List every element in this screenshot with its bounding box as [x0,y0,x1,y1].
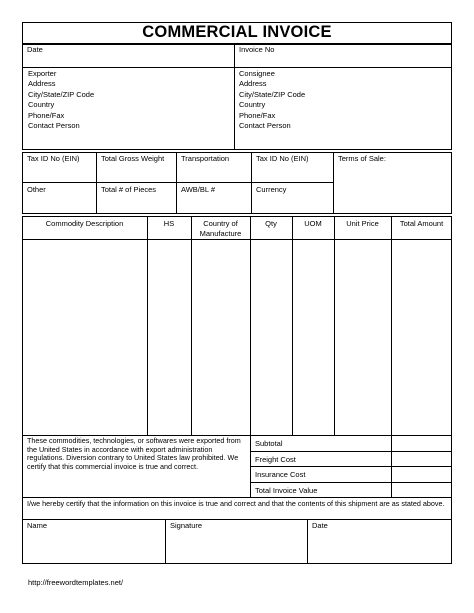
insurance-cost-value-cell[interactable] [391,466,452,483]
consignee-line: City/State/ZIP Code [239,89,306,99]
tax-id-label-2: Tax ID No (EIN) [256,154,309,163]
currency-label: Currency [256,185,287,194]
terms-of-sale-label: Terms of Sale: [338,154,386,163]
consignee-line: Country [239,100,266,110]
consignee-line: Address [239,79,267,89]
total-invoice-value-label: Total Invoice Value [255,486,318,495]
header-hs: HS [163,219,175,228]
subtotal-label: Subtotal [255,439,283,448]
column-divider [334,216,335,436]
transportation-label: Transportation [181,154,230,163]
commodity-table [22,216,452,436]
header-commodity: Commodity Description [45,219,124,228]
footer-url[interactable]: http://freewordtemplates.net/ [28,578,124,587]
consignee-block [239,69,305,131]
table-header-divider [22,239,452,240]
header-uom: UOM [304,219,322,228]
header-country-line2: Manufacture [199,229,242,238]
exporter-line: Address [28,79,56,89]
header-qty: Qty [265,219,277,228]
consignee-line: Consignee [239,69,275,78]
tax-id-label-1: Tax ID No (EIN) [27,154,80,163]
consignee-line: Phone/Fax [239,110,276,120]
export-statement: These commodities, technologies, or softwares were exported from the United States in accordance with export administration regulations. Diversion contrary to United States law prohibited. We certify that this commercial invoice is true and correct. [27,436,241,471]
signature-label: Signature [170,521,203,530]
freight-cost-label: Freight Cost [255,455,296,464]
certification-text: I/we hereby certify that the information on this invoice is true and correct and that the contents of this shipment are as stated above. [27,499,445,508]
total-pieces-label: Total # of Pieces [101,185,157,194]
invoice-no-label: Invoice No [239,45,275,54]
exporter-line: City/State/ZIP Code [28,89,95,99]
exporter-line: Exporter [28,69,57,78]
subtotal-value-cell[interactable] [391,435,452,452]
date-sign-cell[interactable] [307,519,452,564]
column-divider [147,216,148,436]
date-cell[interactable] [22,44,235,68]
awb-bl-label: AWB/BL # [181,185,216,194]
column-divider [250,216,251,436]
column-divider [391,216,392,436]
header-total-amount: Total Amount [399,219,444,228]
exporter-block [28,69,94,131]
exporter-line: Contact Person [28,121,80,131]
name-label: Name [27,521,48,530]
date-sign-label: Date [312,521,328,530]
exporter-line: Phone/Fax [28,110,65,120]
freight-cost-value-cell[interactable] [391,451,452,467]
gross-weight-label: Total Gross Weight [101,154,165,163]
document-title: COMMERCIAL INVOICE [142,23,332,41]
column-divider [292,216,293,436]
exporter-line: Country [28,100,55,110]
other-label: Other [27,185,46,194]
header-country-line1: Country of [203,219,238,228]
date-label: Date [27,45,43,54]
column-divider [191,216,192,436]
consignee-line: Contact Person [239,121,291,131]
header-unit-price: Unit Price [346,219,379,228]
total-invoice-value-cell-value[interactable] [391,482,452,498]
insurance-cost-label: Insurance Cost [255,470,306,479]
